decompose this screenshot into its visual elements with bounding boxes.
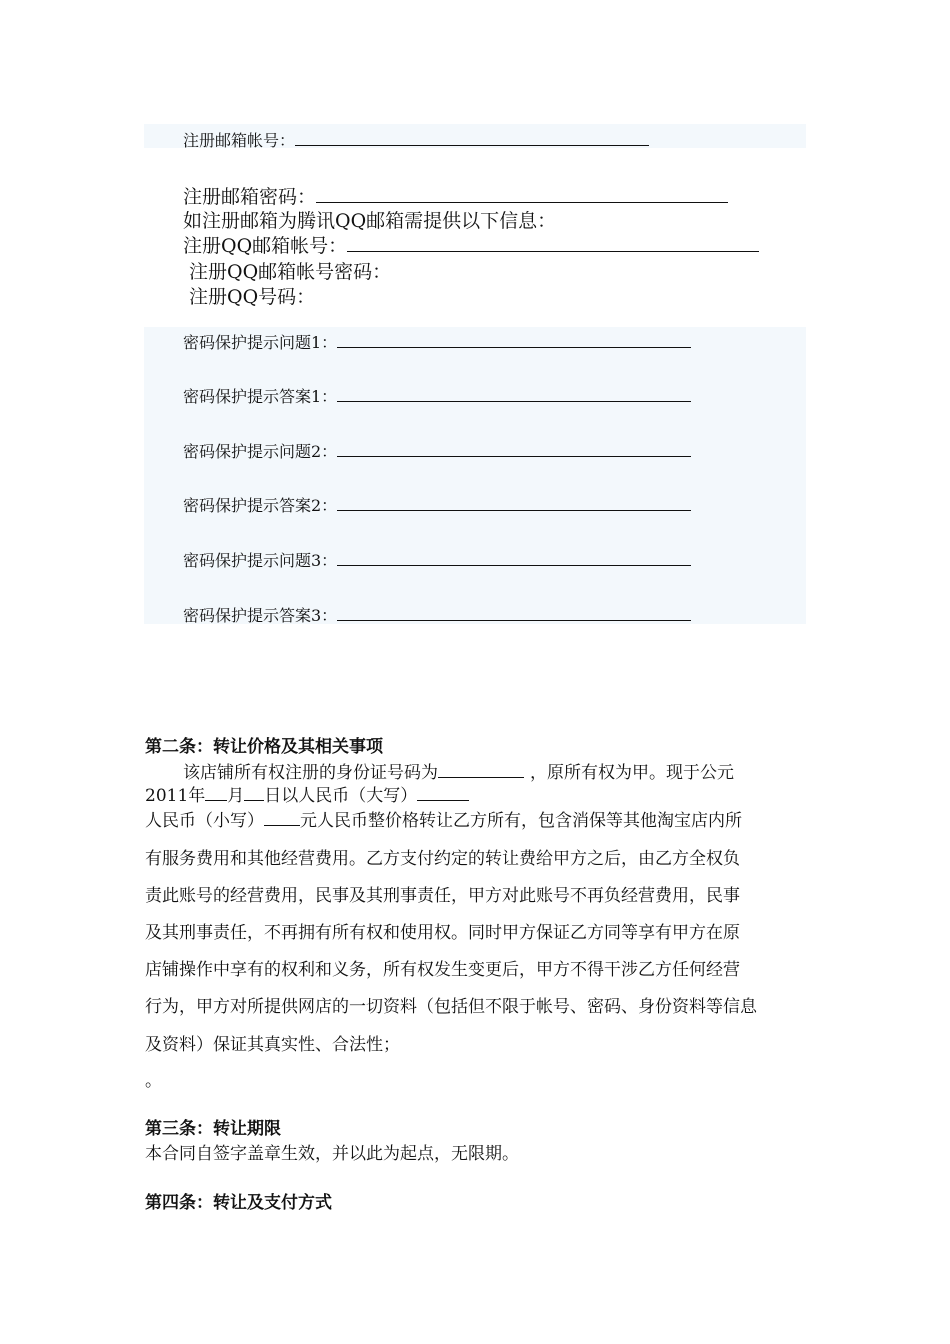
security-answer-2-blank[interactable]: [337, 496, 691, 511]
security-answer-1: [183, 384, 691, 407]
security-question-3: [183, 548, 691, 571]
security-answer-3-label: 密码保护提示答案3：: [183, 606, 338, 625]
security-answer-3-blank[interactable]: [337, 606, 691, 621]
article-2-line-4: 有服务费用和其他经营费用。乙方支付约定的转让费给甲方之后，由乙方全权负: [145, 849, 740, 869]
day-blank[interactable]: [244, 785, 264, 801]
amount-uppercase-blank[interactable]: [417, 785, 469, 801]
qq-number-label: 注册QQ号码：: [189, 286, 316, 308]
security-answer-1-label: 密码保护提示答案1：: [183, 387, 338, 406]
id-number-blank[interactable]: [438, 762, 524, 778]
email-account-label: 注册邮箱帐号：: [183, 131, 296, 150]
article-2-year: 2011年: [145, 786, 206, 806]
qq-email-blank[interactable]: [347, 235, 759, 252]
article-2-month-label: 月: [227, 786, 245, 806]
article-2-line-8: 行为，甲方对所提供网店的一切资料（包括但不限于帐号、密码、身份资料等信息: [145, 997, 757, 1017]
article-2-line-3: [145, 806, 742, 831]
security-answer-1-blank[interactable]: [337, 387, 691, 402]
security-answer-2: [183, 493, 691, 516]
qq-note: 如注册邮箱为腾讯QQ邮箱需提供以下信息：: [183, 210, 557, 232]
article-3-text: 本合同自签字盖章生效，并以此为起点，无限期。: [145, 1144, 519, 1164]
article-2-line-1-b: ，原所有权为甲。现于公元: [530, 763, 734, 783]
qq-password-label: 注册QQ邮箱帐号密码：: [189, 261, 392, 283]
security-answer-3: [183, 603, 691, 626]
email-account-blank[interactable]: [295, 131, 649, 146]
qq-email-label: 注册QQ邮箱帐号：: [183, 235, 348, 257]
security-answer-2-label: 密码保护提示答案2：: [183, 496, 338, 515]
article-2-line-1-a: 该店铺所有权注册的身份证号码为: [183, 763, 438, 783]
article-2-line-6: 及其刑事责任，不再拥有所有权和使用权。同时甲方保证乙方同等享有甲方在原: [145, 923, 740, 943]
article-2-day-label: 日以人民币（大写）: [264, 786, 418, 806]
security-question-1-label: 密码保护提示问题1：: [183, 333, 338, 352]
security-question-3-label: 密码保护提示问题3：: [183, 551, 338, 570]
security-section-band: [144, 327, 806, 624]
security-question-2-blank[interactable]: [337, 442, 691, 457]
article-2-line-10: 。: [145, 1071, 162, 1091]
article-2-line-3-b: 元人民币整价格转让乙方所有，包含消保等其他淘宝店内所: [300, 811, 742, 831]
security-question-2-label: 密码保护提示问题2：: [183, 442, 338, 461]
article-4-title: 第四条：转让及支付方式: [145, 1193, 332, 1213]
amount-lowercase-blank[interactable]: [264, 810, 300, 826]
article-2-line-2: [145, 781, 469, 806]
article-2-line-5: 责此账号的经营费用，民事及其刑事责任，甲方对此账号不再负经营费用，民事: [145, 886, 740, 906]
qq-email-field: [183, 231, 759, 258]
email-password-blank[interactable]: [316, 186, 728, 203]
article-2-title: 第二条：转让价格及其相关事项: [145, 737, 383, 757]
security-question-1-blank[interactable]: [337, 333, 691, 348]
security-question-1: [183, 330, 691, 353]
article-2-line-7: 店铺操作中享有的权利和义务，所有权发生变更后，甲方不得干涉乙方任何经营: [145, 960, 740, 980]
email-password-label: 注册邮箱密码：: [183, 186, 317, 208]
article-2-line-1: [183, 758, 734, 783]
article-2-line-3-a: 人民币（小写）: [145, 811, 264, 831]
article-2-line-9: 及资料）保证其真实性、合法性；: [145, 1035, 400, 1055]
security-question-2: [183, 439, 691, 462]
email-password-field: [183, 182, 728, 209]
security-question-3-blank[interactable]: [337, 551, 691, 566]
article-3-title: 第三条：转让期限: [145, 1119, 281, 1139]
month-blank[interactable]: [205, 785, 227, 801]
email-account-field: [183, 128, 649, 151]
